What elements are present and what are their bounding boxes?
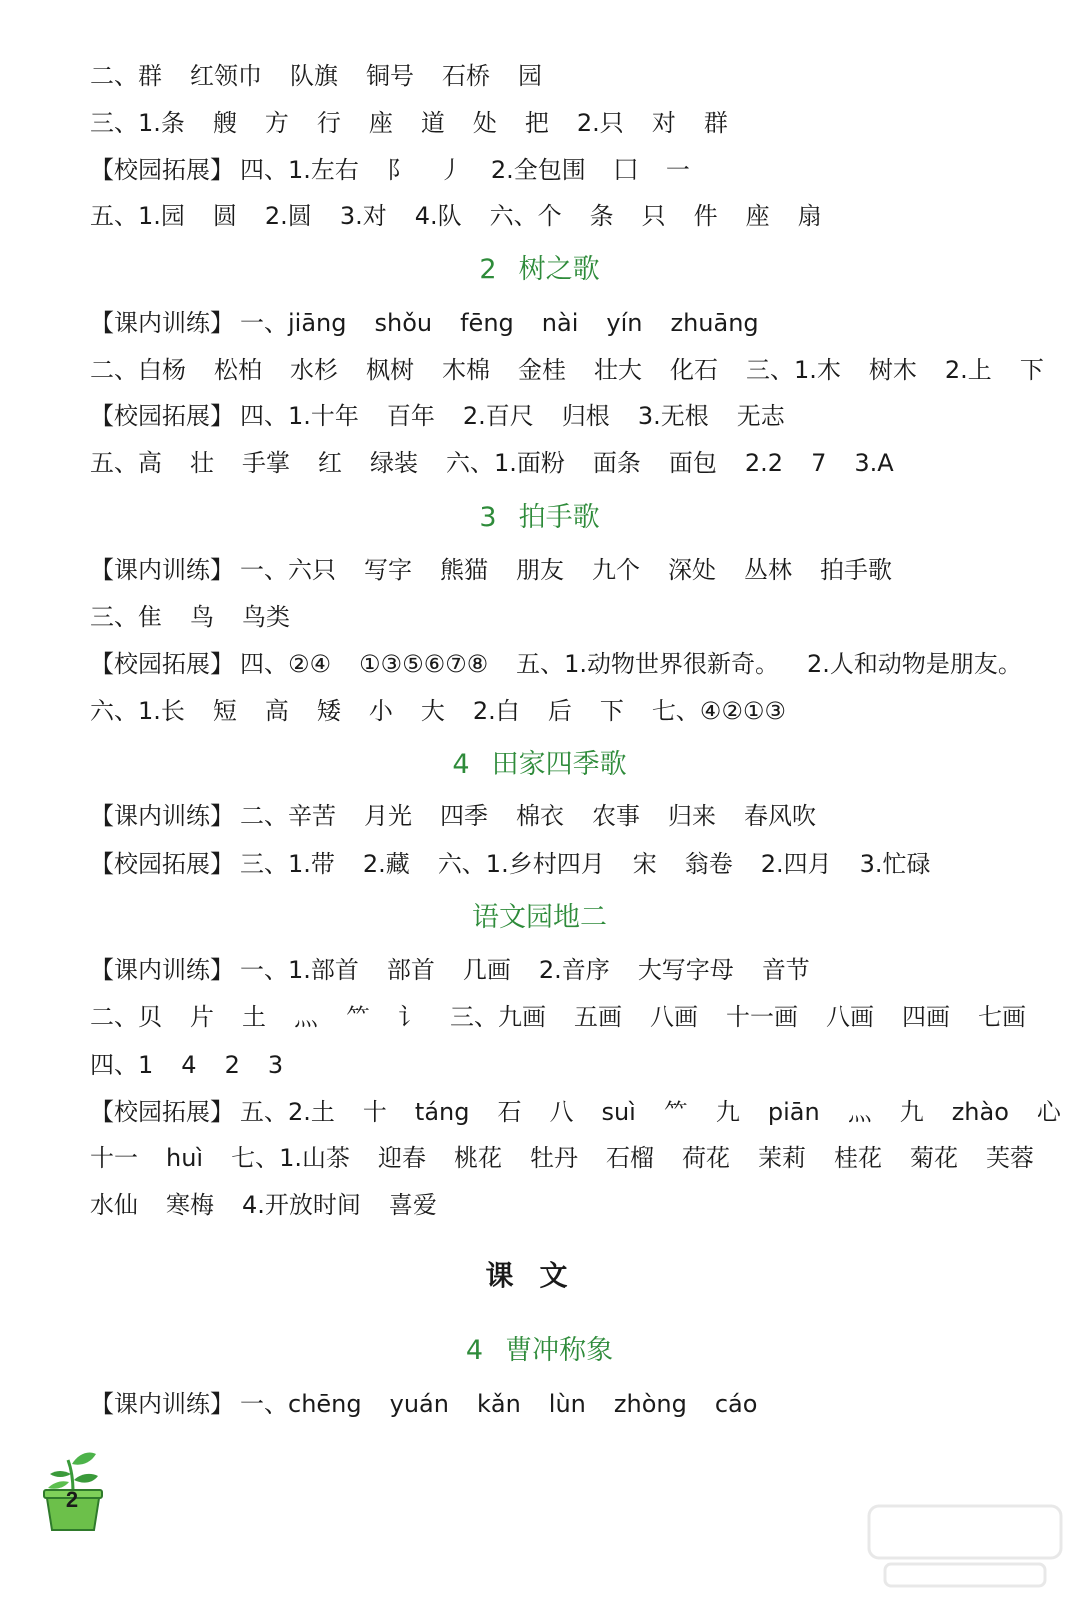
answer-item: 2.音序	[538, 956, 610, 984]
answer-item: 深处	[668, 556, 716, 584]
answer-item: 3	[267, 1051, 284, 1079]
answer-item: 荷花	[682, 1144, 730, 1172]
answer-item: 艘	[212, 109, 237, 137]
answer-item: 2.只	[576, 109, 624, 137]
answer-item: 六、1.面粉	[446, 449, 565, 477]
answer-item: 水杉	[290, 356, 338, 384]
page-number: 2	[65, 1487, 79, 1512]
answer-item: 讠	[398, 1003, 422, 1031]
answer-item: 4.开放时间	[242, 1191, 361, 1219]
answer-line	[90, 200, 999, 232]
lesson-number: 4	[465, 1335, 484, 1366]
answer-item: 二、白杨	[90, 356, 186, 384]
answer-item: 翁卷	[684, 850, 733, 878]
answer-item: 枫树	[366, 356, 414, 384]
answer-line	[90, 601, 999, 633]
answer-item: 六、1.长	[90, 697, 185, 725]
answer-item: 4.队	[414, 202, 462, 230]
answer-item: 面条	[592, 449, 641, 477]
section-tag: 【校园拓展】	[90, 850, 234, 878]
answer-item: 手掌	[242, 449, 290, 477]
answer-item: 2.藏	[362, 850, 410, 878]
answer-item: 石榴	[606, 1144, 654, 1172]
answer-item: ⺮	[663, 1098, 688, 1126]
answer-item: suì	[601, 1098, 636, 1126]
answer-item: 心	[1036, 1098, 1061, 1126]
answer-line	[90, 1189, 999, 1221]
answer-item: 后	[547, 697, 572, 725]
answer-item: 7	[811, 449, 827, 477]
answer-item: 七、④②①③	[651, 697, 786, 725]
answer-item: shǒu	[374, 309, 433, 337]
answer-item: 扇	[797, 202, 822, 230]
answer-item: 红	[318, 449, 342, 477]
lesson-title: 树之歌	[518, 254, 600, 285]
answer-item: 片	[190, 1003, 214, 1031]
answer-item: 写字	[364, 556, 412, 584]
answer-item: zhào	[951, 1098, 1009, 1126]
answer-item: 十一画	[726, 1003, 798, 1031]
answer-item: 道	[420, 109, 445, 137]
answer-item: 三、九画	[450, 1003, 546, 1031]
answer-item: 三、1.带	[240, 850, 335, 878]
answer-item: 只	[641, 202, 666, 230]
answer-item: 2	[224, 1051, 240, 1079]
answer-item: táng	[414, 1098, 470, 1126]
lesson-heading	[0, 747, 1079, 783]
answer-item: 灬	[294, 1003, 318, 1031]
answer-line	[90, 848, 999, 880]
lesson-title: 田家四季歌	[491, 749, 627, 780]
answer-item: 圆	[212, 202, 237, 230]
answer-item: 把	[524, 109, 549, 137]
answer-item: 下	[599, 697, 624, 725]
answer-item: 件	[693, 202, 718, 230]
answer-item: 四画	[902, 1003, 950, 1031]
answer-item: 拍手歌	[820, 556, 892, 584]
answer-item: 七、1.山茶	[231, 1144, 350, 1172]
answer-item: 壮大	[594, 356, 642, 384]
answer-item: 几画	[462, 956, 511, 984]
answer-item: 石桥	[442, 62, 490, 90]
answer-item: 六、个	[489, 202, 562, 230]
answer-item: 九	[715, 1098, 740, 1126]
answer-item: 芙蓉	[986, 1144, 1034, 1172]
lesson-title: 拍手歌	[518, 502, 600, 533]
answer-item: 春风吹	[744, 802, 816, 830]
answer-item: cáo	[714, 1390, 758, 1418]
answer-item: huì	[166, 1144, 204, 1172]
answer-item: yín	[606, 309, 643, 337]
answer-item: 六、1.乡村四月	[437, 850, 605, 878]
answer-item: 四、1	[90, 1051, 154, 1079]
answer-item: 木棉	[442, 356, 490, 384]
answer-item: 十一	[90, 1144, 138, 1172]
answer-item: 鸟	[190, 603, 214, 631]
answer-item: 四季	[440, 802, 488, 830]
answer-item: 菊花	[910, 1144, 958, 1172]
answer-item: 3.对	[339, 202, 387, 230]
answer-item: 处	[472, 109, 497, 137]
answer-item: piān	[767, 1098, 820, 1126]
part-title: 课文	[485, 1259, 594, 1292]
answer-item: 2.圆	[264, 202, 312, 230]
answer-item: 音节	[761, 956, 810, 984]
answer-item: 金桂	[518, 356, 566, 384]
answer-item: zhuāng	[670, 309, 759, 337]
answer-item: 归来	[668, 802, 716, 830]
answer-item: 座	[368, 109, 393, 137]
answer-item: nài	[541, 309, 579, 337]
lesson-number: 4	[452, 749, 470, 780]
answer-line	[90, 695, 999, 727]
answer-item: 鸟类	[242, 603, 290, 631]
answer-item: 丛林	[744, 556, 792, 584]
section-tag: 【课内训练】	[90, 309, 234, 337]
section-tag: 【课内训练】	[90, 1390, 234, 1418]
answer-item: 石	[497, 1098, 522, 1126]
answer-item: 五、1.园	[90, 202, 185, 230]
answer-item: 五、1.动物世界很新奇。	[516, 650, 780, 678]
answer-item: 二、贝	[90, 1003, 162, 1031]
answer-item: zhòng	[613, 1390, 687, 1418]
answer-item: 朋友	[516, 556, 564, 584]
answer-item: 二、辛苦	[240, 802, 336, 830]
answer-item: 矮	[316, 697, 341, 725]
answer-item: 寒梅	[166, 1191, 214, 1219]
answer-item: 阝	[386, 156, 411, 184]
answer-item: 2.人和动物是朋友。	[807, 650, 1022, 678]
answer-item: ⺮	[346, 1003, 370, 1031]
answer-item: 四、1.十年	[240, 402, 359, 430]
answer-item: 熊猫	[440, 556, 488, 584]
answer-item: 壮	[190, 449, 214, 477]
answer-item: 一	[665, 156, 690, 184]
answer-item: fēng	[460, 309, 514, 337]
section-tag: 【校园拓展】	[90, 156, 234, 184]
answer-item: 茉莉	[758, 1144, 806, 1172]
answer-item: 4	[181, 1051, 197, 1079]
lesson-number: 3	[479, 502, 497, 533]
answer-item: 园	[518, 62, 542, 90]
answer-line	[90, 554, 999, 586]
answer-item: 喜爱	[388, 1191, 437, 1219]
plant-pot-icon	[38, 1440, 108, 1532]
answer-line	[90, 1142, 1034, 1174]
lesson-heading	[0, 252, 1079, 288]
answer-item: 高	[264, 697, 289, 725]
answer-line	[90, 1001, 1026, 1033]
answer-line	[90, 447, 999, 479]
answer-item: 四、1.左右	[240, 156, 359, 184]
answer-item: 短	[212, 697, 237, 725]
answer-item: 宋	[632, 850, 657, 878]
answer-item: 八	[549, 1098, 574, 1126]
answer-line	[90, 107, 999, 139]
answer-item: 2.全包围	[490, 156, 586, 184]
answer-item: 铜号	[366, 62, 414, 90]
answer-line	[90, 354, 1044, 386]
answer-item: 下	[1019, 356, 1044, 384]
answer-line	[90, 400, 999, 432]
answer-item: 2.四月	[760, 850, 832, 878]
lesson-title: 曹冲称象	[505, 1335, 614, 1366]
answer-item: 化石	[670, 356, 718, 384]
lesson-number: 2	[479, 254, 497, 285]
answer-item: 归根	[561, 402, 610, 430]
lesson-heading	[0, 500, 1079, 536]
section-tag: 【课内训练】	[90, 556, 234, 584]
answer-line	[90, 154, 999, 186]
answer-item: 方	[264, 109, 289, 137]
answer-line	[90, 60, 999, 92]
answer-item: 三、1.木	[746, 356, 841, 384]
answer-line	[90, 954, 999, 986]
answer-item: 红领巾	[190, 62, 262, 90]
answer-item: 绿装	[370, 449, 418, 477]
answer-item: 座	[745, 202, 770, 230]
watermark-logo	[865, 1502, 1065, 1592]
answer-item: 五画	[574, 1003, 622, 1031]
answer-item: 牡丹	[530, 1144, 578, 1172]
answer-item: 三、1.条	[90, 109, 185, 137]
answer-item: 八画	[650, 1003, 698, 1031]
answer-item: 囗	[613, 156, 638, 184]
answer-item: ①③⑤⑥⑦⑧	[359, 650, 489, 678]
section-tag: 【课内训练】	[90, 956, 234, 984]
answer-item: 八画	[826, 1003, 874, 1031]
answer-item: 十	[362, 1098, 387, 1126]
answer-item: 丿	[438, 156, 463, 184]
answer-item: 水仙	[90, 1191, 138, 1219]
answer-item: 桂花	[834, 1144, 882, 1172]
answer-item: 部首	[386, 956, 435, 984]
answer-item: 条	[589, 202, 614, 230]
section-tag: 【课内训练】	[90, 802, 234, 830]
lesson-heading	[0, 900, 1079, 936]
answer-item: 2.2	[744, 449, 784, 477]
answer-item: 九个	[592, 556, 640, 584]
answer-item: 灬	[847, 1098, 872, 1126]
answer-item: 土	[242, 1003, 266, 1031]
answer-item: 迎春	[378, 1144, 426, 1172]
answer-item: 松柏	[214, 356, 262, 384]
answer-line	[90, 648, 1022, 680]
answer-line	[90, 800, 999, 832]
answer-item: 棉衣	[516, 802, 564, 830]
answer-item: 小	[368, 697, 393, 725]
answer-item: 桃花	[454, 1144, 502, 1172]
answer-item: 大写字母	[637, 956, 734, 984]
answer-item: 群	[703, 109, 728, 137]
answer-item: 一、chēng	[240, 1390, 362, 1418]
answer-item: 队旗	[290, 62, 338, 90]
answer-item: 3.A	[854, 449, 894, 477]
answer-item: 2.百尺	[462, 402, 534, 430]
answer-item: 一、六只	[240, 556, 336, 584]
answer-item: 树木	[868, 356, 917, 384]
lesson-title: 语文园地二	[472, 902, 607, 933]
answer-item: 农事	[592, 802, 640, 830]
answer-item: 2.上	[944, 356, 992, 384]
answer-item: 对	[651, 109, 676, 137]
answer-item: 九	[899, 1098, 924, 1126]
answer-item: 面包	[668, 449, 717, 477]
answer-item: 月光	[364, 802, 412, 830]
answer-item: 无志	[736, 402, 785, 430]
answer-item: kǎn	[476, 1390, 521, 1418]
answer-item: yuán	[389, 1390, 449, 1418]
lesson-heading	[0, 1333, 1079, 1369]
answer-item: 三、隹	[90, 603, 162, 631]
answer-item: 一、1.部首	[240, 956, 359, 984]
section-tag: 【校园拓展】	[90, 650, 234, 678]
answer-item: 大	[420, 697, 445, 725]
answer-line	[90, 1049, 999, 1081]
answer-item: 二、群	[90, 62, 162, 90]
answer-item: 行	[316, 109, 341, 137]
answer-item: 2.白	[472, 697, 520, 725]
answer-item: 四、②④	[240, 650, 332, 678]
answer-item: 一、jiāng	[240, 309, 347, 337]
answer-item: 七画	[978, 1003, 1026, 1031]
answer-item: 五、高	[90, 449, 162, 477]
section-tag: 【校园拓展】	[90, 1098, 234, 1126]
answer-line	[90, 1096, 1061, 1128]
answer-item: 五、2.土	[240, 1098, 335, 1126]
answer-line	[90, 1388, 999, 1420]
answer-item: 百年	[386, 402, 435, 430]
answer-item: 3.忙碌	[859, 850, 931, 878]
answer-line	[90, 307, 999, 339]
answer-item: 3.无根	[637, 402, 709, 430]
answer-item: lùn	[548, 1390, 586, 1418]
section-tag: 【校园拓展】	[90, 402, 234, 430]
